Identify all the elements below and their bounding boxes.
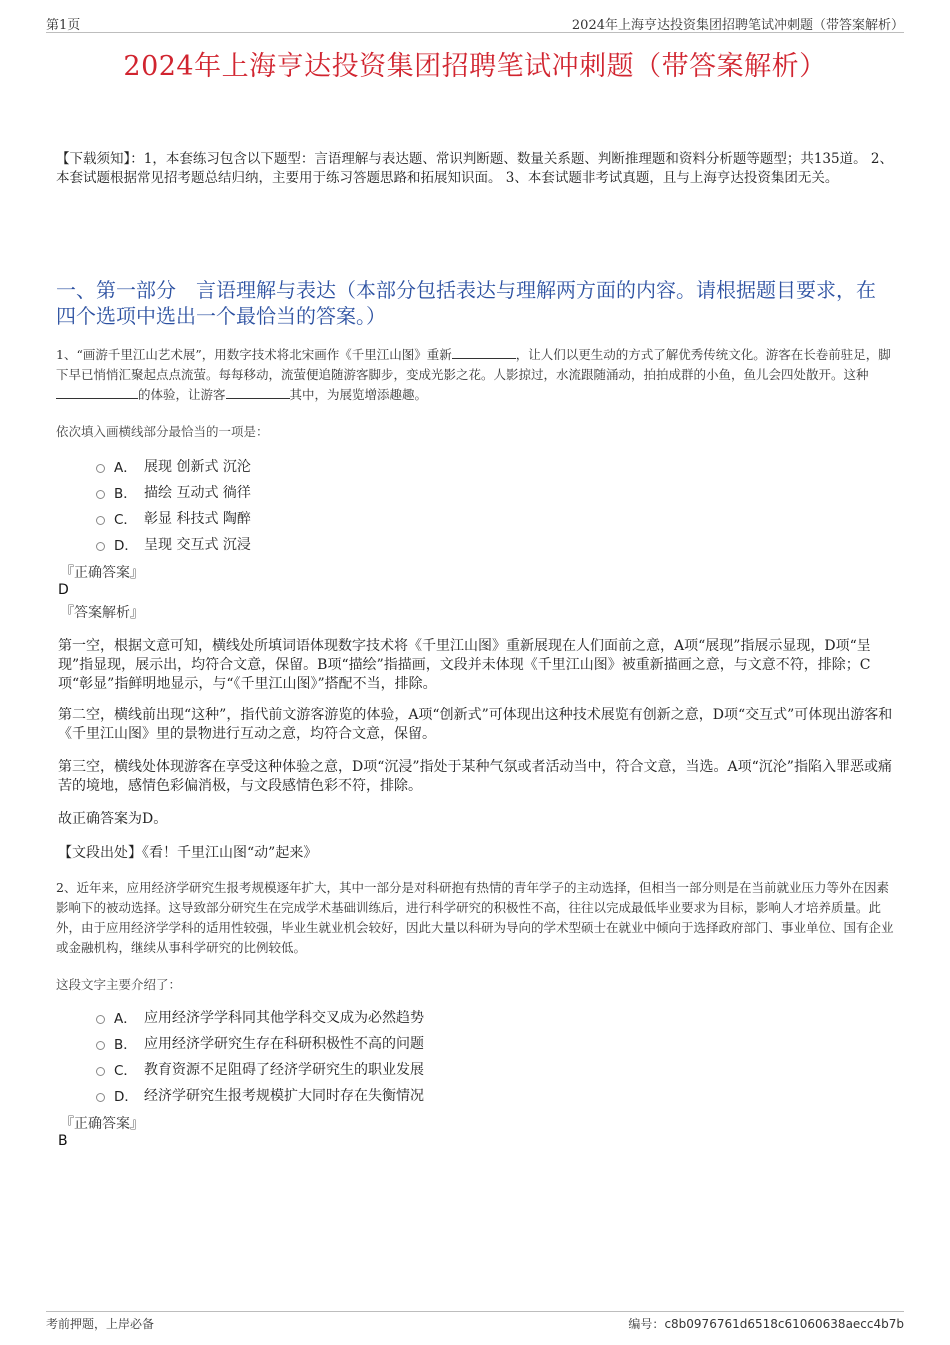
correct-answer: D: [58, 582, 69, 598]
radio-icon[interactable]: [96, 516, 105, 525]
question-1-stem-part: ，让人们以更生动的方式了解优秀传统文化。游客在长卷前驻足，脚下早已悄悄汇聚起点点流萤。每每移动，流萤便追随游客脚步，变成光影之花。人影掠过，水流跟随涌动，拍拍成群的小鱼，鱼儿会四处散开。这种: [56, 347, 891, 382]
radio-icon[interactable]: [96, 1041, 105, 1050]
option-letter: C．: [114, 512, 137, 528]
question-2-options: [96, 1004, 424, 1108]
page-footer: [46, 1311, 904, 1332]
option-text: 经济学研究生报考规模扩大同时存在失衡情况: [144, 1088, 424, 1104]
radio-icon[interactable]: [96, 542, 105, 551]
option-letter: A．: [114, 1011, 137, 1027]
radio-icon[interactable]: [96, 1015, 105, 1024]
question-2-stem: 2、近年来，应用经济学研究生报考规模逐年扩大，其中一部分是对科研抱有热情的青年学子的主动选择，但相当一部分则是在当前就业压力等外在因素影响下的被动选择。这导致部分研究生在完成学术基础训练后，进行科学研究的积极性不高，往往以完成最低毕业要求为目标，影响人才培养质量。此外，由于应用经济学学科的适用性较强，毕业生就业机会较好，因此大量以科研为导向的学术型硕士在就业中倾向于选择政府部门、事业单位、国有企业或金融机构，继续从事科学研究的比例较低。: [56, 880, 894, 955]
option-d[interactable]: [96, 1082, 424, 1108]
option-text: 展现 创新式 沉沦: [144, 459, 251, 475]
question-2-prompt: 这段文字主要介绍了：: [56, 977, 182, 992]
question-1-prompt: 依次填入画横线部分最恰当的一项是：: [56, 424, 269, 439]
option-a[interactable]: [96, 453, 251, 479]
option-letter: C．: [114, 1063, 137, 1079]
document-code: [628, 1315, 904, 1332]
option-text: 应用经济学研究生存在科研积极性不高的问题: [144, 1036, 424, 1052]
code-label: 编号：: [628, 1317, 665, 1331]
blank-1: [452, 346, 516, 359]
option-text: 彰显 科技式 陶醉: [144, 511, 251, 527]
radio-icon[interactable]: [96, 464, 105, 473]
footer-slogan: 考前押题，上岸必备: [46, 1317, 155, 1331]
question-1-stem-part: 1、“画游千里江山艺术展”，用数字技术将北宋画作《千里江山图》重新: [56, 347, 452, 362]
page-header: [46, 14, 904, 33]
download-notice: 【下载须知】：1，本套练习包含以下题型：言语理解与表达题、常识判断题、数量关系题、判断推理题和资料分析题等题型；共135道。 2、本套试题根据常见招考题总结归纳，主要用于练习答题思路和拓展知识面。 3、本套试题非考试真题，且与上海亨达投资集团无关。: [56, 151, 893, 186]
option-c[interactable]: [96, 505, 251, 531]
question-1-stem-part: 其中，为展览增添趣趣。: [289, 387, 428, 402]
option-text: 描绘 互动式 徜徉: [144, 485, 251, 501]
analysis-paragraph: 第三空，横线处体现游客在享受这种体验之意，D项“沉浸”指处于某种气氛或者活动当中，符合文意，当选。A项“沉沦”指陷入罪恶或痛苦的境地，感情色彩偏消极，与文段感情色彩不符，排除。: [58, 759, 892, 794]
option-letter: D．: [114, 1089, 138, 1105]
document-title: 2024年上海亨达投资集团招聘笔试冲刺题（带答案解析）: [123, 51, 827, 82]
analysis-label: 『答案解析』: [60, 605, 144, 621]
option-b[interactable]: [96, 1030, 424, 1056]
option-d[interactable]: [96, 531, 251, 557]
radio-icon[interactable]: [96, 490, 105, 499]
question-1-stem-part: 的体验，让游客: [138, 387, 226, 402]
option-letter: B．: [114, 1037, 137, 1053]
analysis-conclusion: 故正确答案为D。: [58, 811, 168, 827]
question-1-options: [96, 453, 251, 557]
analysis-paragraph: 第一空，根据文意可知，横线处所填词语体现数字技术将《千里江山图》重新展现在人们面前之意，A项“展现”指展示显现，D项“呈现”指显现，展示出，均符合文意，保留。B项“描绘”指描画，文段并未体现《千里江山图》被重新描画之意，与文意不符，排除；C项“彰显”指鲜明地显示，与“《千里江山图》”搭配不当，排除。: [58, 638, 871, 692]
question-1-stem: [56, 345, 898, 405]
option-text: 应用经济学学科同其他学科交叉成为必然趋势: [144, 1010, 424, 1026]
radio-icon[interactable]: [96, 1067, 105, 1076]
option-text: 呈现 交互式 沉浸: [144, 537, 251, 553]
code-value: c8b0976761d6518c61060638aecc4b7b: [664, 1317, 904, 1331]
option-a[interactable]: [96, 1004, 424, 1030]
blank-2: [56, 386, 138, 399]
correct-answer-label: 『正确答案』: [60, 565, 144, 581]
option-letter: D．: [114, 538, 138, 554]
header-doc-title: 2024年上海亨达投资集团招聘笔试冲刺题（带答案解析）: [571, 18, 904, 33]
page-number: 第1页: [46, 18, 81, 33]
correct-answer: B: [58, 1133, 68, 1149]
option-letter: B．: [114, 486, 137, 502]
section-heading: 一、第一部分 言语理解与表达（本部分包括表达与理解两方面的内容。请根据题目要求，在四个选项中选出一个最恰当的答案。）: [56, 278, 876, 328]
option-letter: A．: [114, 460, 137, 476]
blank-3: [226, 386, 290, 399]
radio-icon[interactable]: [96, 1093, 105, 1102]
option-b[interactable]: [96, 479, 251, 505]
option-c[interactable]: [96, 1056, 424, 1082]
option-text: 教育资源不足阻碍了经济学研究生的职业发展: [144, 1062, 424, 1078]
analysis-paragraph: 第二空，横线前出现“这种”，指代前文游客游览的体验，A项“创新式”可体现出这种技术展览有创新之意，D项“交互式”可体现出游客和《千里江山图》里的景物进行互动之意，均符合文意，保留。: [58, 707, 893, 742]
correct-answer-label: 『正确答案』: [60, 1116, 144, 1132]
text-source: 【文段出处】《看！千里江山图“动”起来》: [58, 845, 318, 861]
